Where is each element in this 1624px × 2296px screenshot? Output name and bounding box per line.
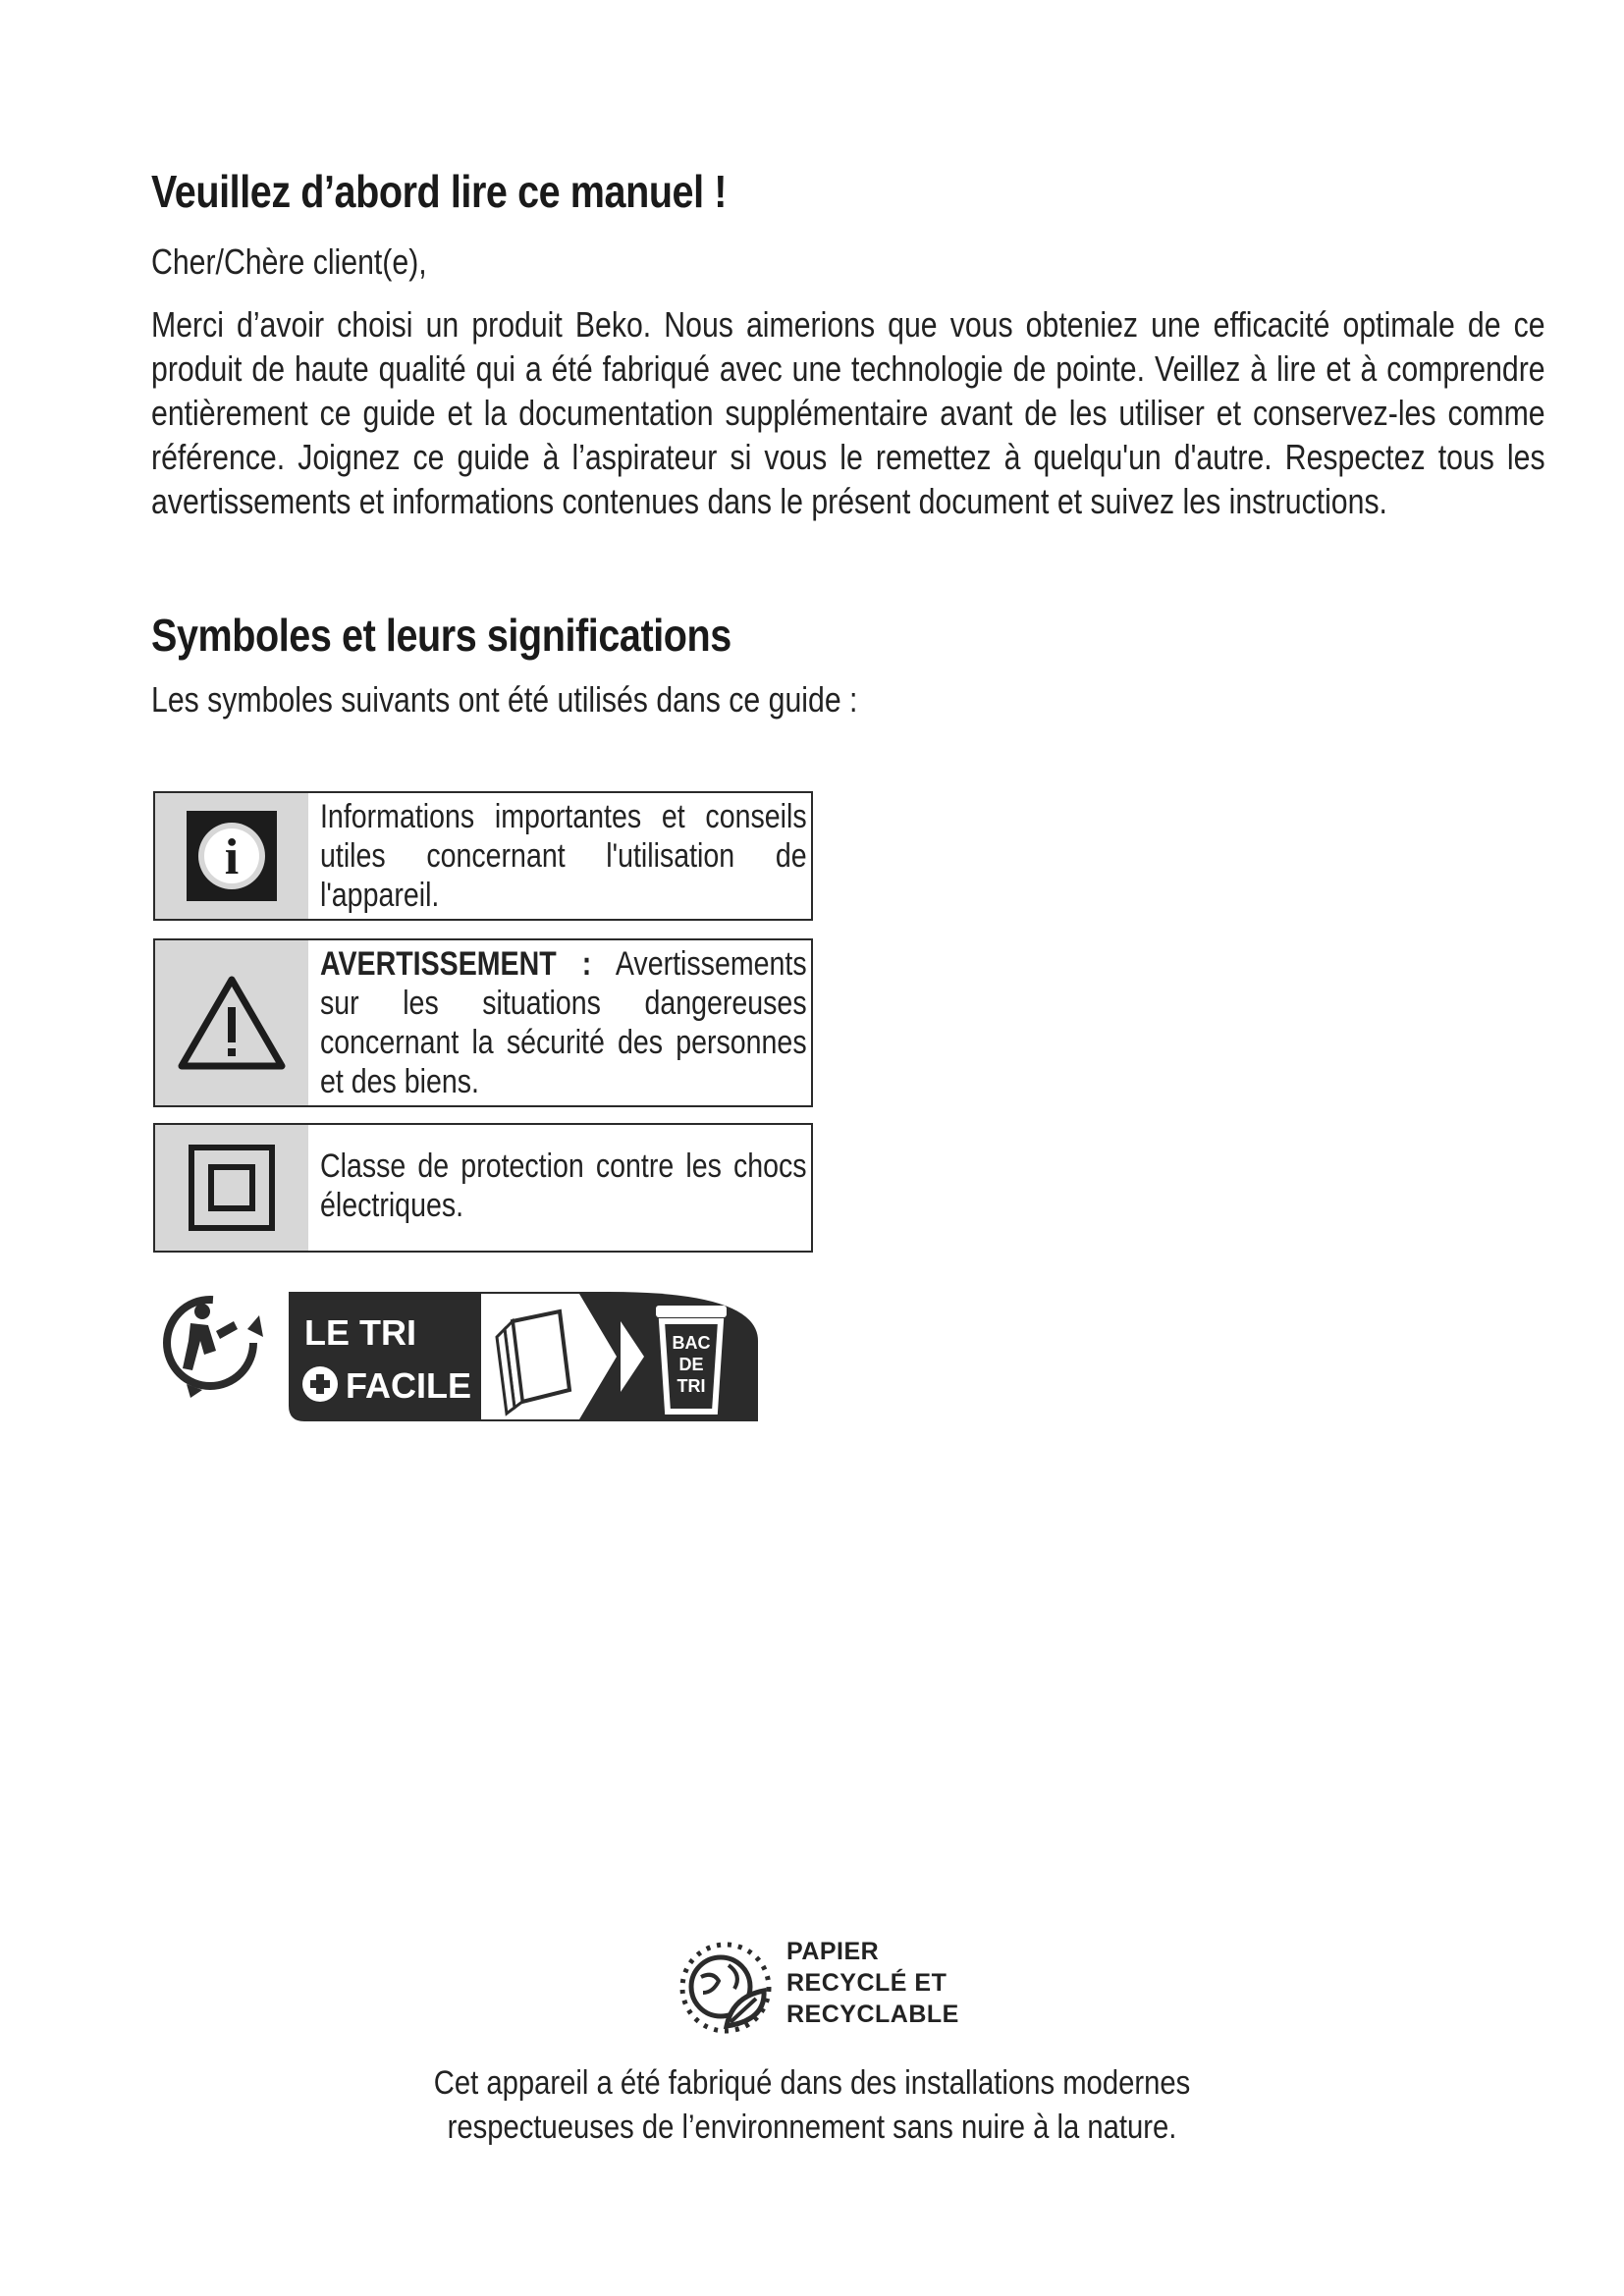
symbol-row-protection-class <box>153 1123 813 1253</box>
paper-label-3: RECYCLABLE <box>786 2001 959 2028</box>
double-square-icon <box>155 1125 308 1251</box>
greeting: Cher/Chère client(e), <box>151 241 427 282</box>
footer-note <box>0 2061 1624 2150</box>
page-title: Veuillez d’abord lire ce manuel ! <box>151 166 727 217</box>
symbols-intro: Les symboles suivants ont été utilisés dans ce guide : <box>151 679 858 720</box>
warning-label: AVERTISSEMENT : <box>320 945 592 983</box>
intro-paragraph: Merci d’avoir choisi un produit Beko. Nous aimerions que vous obteniez une efficacité optimale de ce produit de haute qualité qui a été fabriqué avec une technologie de pointe. Veillez à lire et à comprendre entièrement ce guide et la documentation supplémentaire avant de les utiliser et conservez-les comme référence. Joignez ce guide à l’aspirateur si vous le remettez à quelqu'un d'autre. Respectez tous les avertissements et informations contenues dans le présent document et suivez les instructions. <box>151 304 1545 521</box>
symbols-heading: Symboles et leurs significations <box>151 610 731 661</box>
bin-label-3: TRI <box>677 1376 706 1396</box>
warning-description: Avertissements sur les situations dangereuses concernant la sécurité des personnes et des biens. <box>320 945 807 1100</box>
bin-label-1: BAC <box>672 1333 711 1353</box>
recycled-paper-icon <box>674 1936 778 2045</box>
warning-triangle-icon <box>155 940 308 1105</box>
svg-text:i: i <box>224 829 240 885</box>
tri-logo-line1: LE TRI <box>304 1312 416 1353</box>
footer-text: Cet appareil a été fabriqué dans des installations modernes respectueuses de l’environnement sans nuire à la nature. <box>433 2064 1191 2146</box>
paper-label-1: PAPIER <box>786 1938 880 1965</box>
tri-logo-line2: FACILE <box>346 1365 472 1406</box>
paper-label-2: RECYCLÉ ET <box>786 1969 947 1997</box>
le-tri-facile-logo <box>157 1282 766 1434</box>
symbol-warning-text <box>320 944 807 1101</box>
info-icon <box>155 793 308 919</box>
symbol-row-warning <box>153 938 813 1107</box>
triman-icon <box>167 1300 263 1398</box>
symbol-row-info <box>153 791 813 921</box>
symbol-protection-text: Classe de protection contre les chocs électriques. <box>320 1148 807 1224</box>
symbol-info-text: Informations importantes et conseils utiles concernant l'utilisation de l'appareil. <box>320 798 807 914</box>
bin-label-2: DE <box>678 1355 704 1374</box>
